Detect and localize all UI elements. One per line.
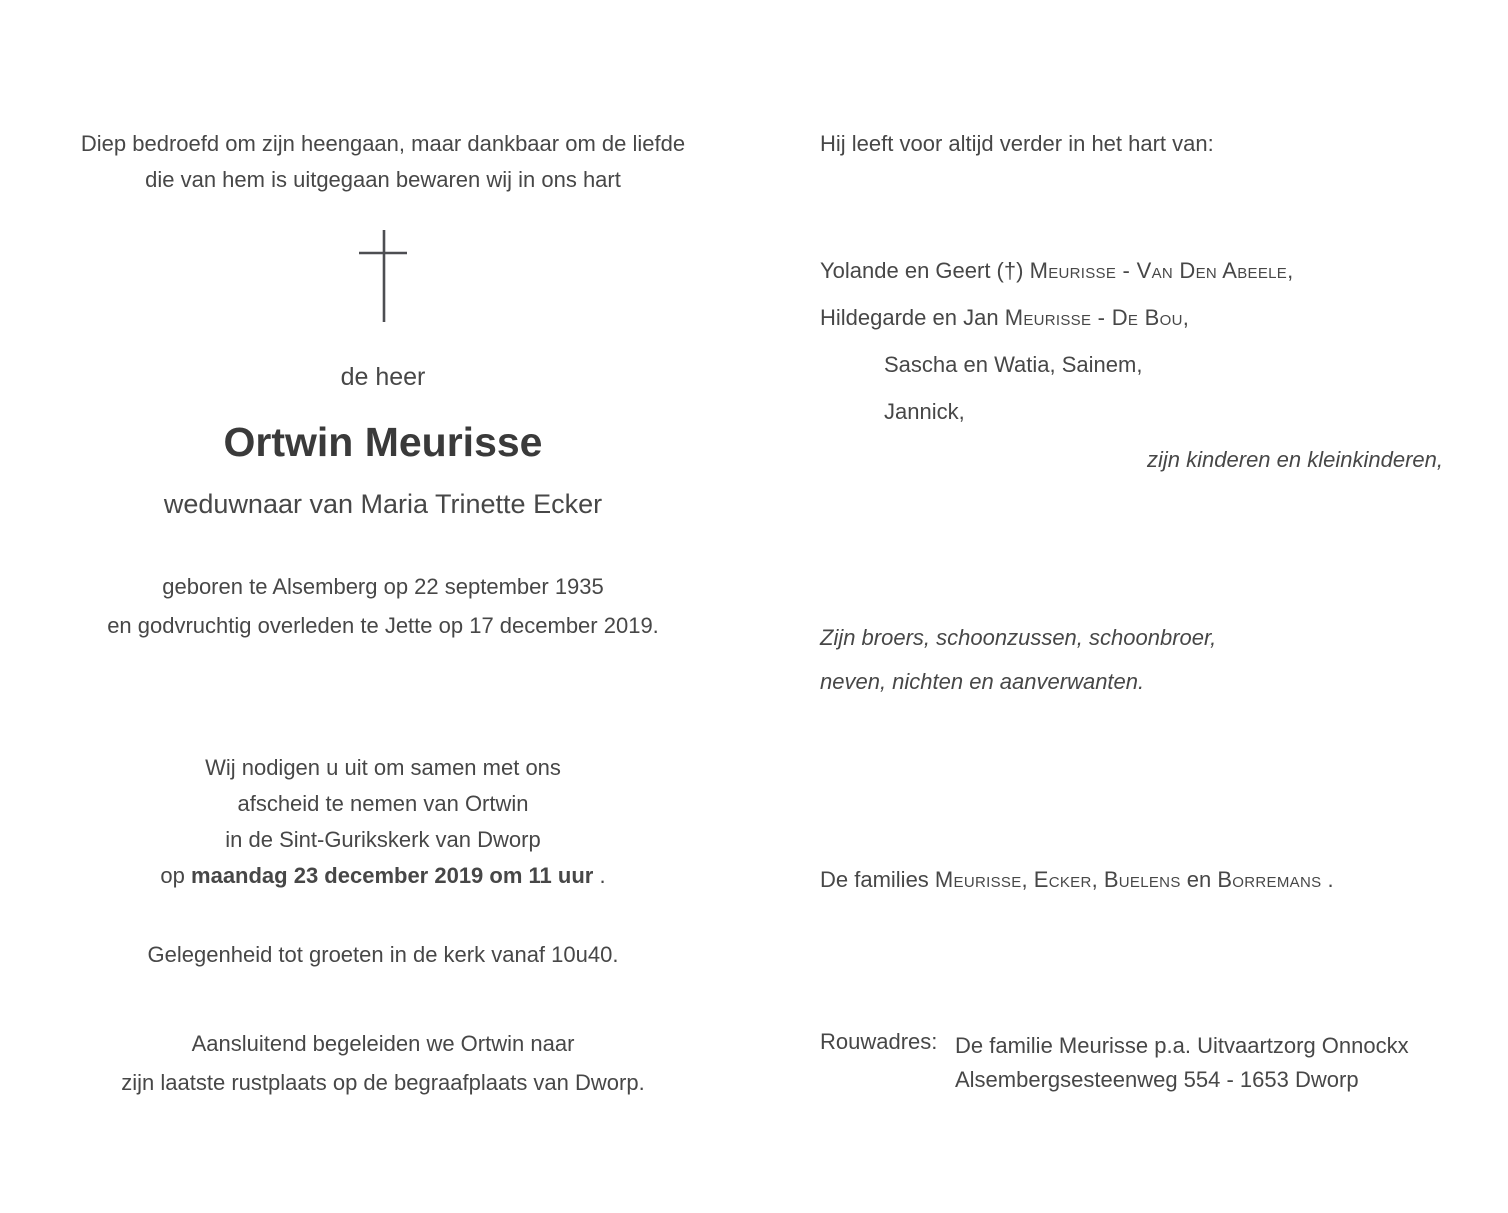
families-sep3: en: [1180, 867, 1218, 892]
death-line: en godvruchtig overleden te Jette op 17 december 2019.: [107, 613, 659, 638]
family-line-1-suffix: ,: [1287, 258, 1294, 283]
families-line: [820, 867, 1468, 893]
invitation-line4: [55, 858, 711, 894]
families-suffix: .: [1321, 867, 1334, 892]
relatives-line1: Zijn broers, schoonzussen, schoonbroer,: [820, 625, 1217, 650]
left-column: [55, 0, 711, 1213]
invitation-line2: afscheid te nemen van Ortwin: [237, 791, 529, 816]
invitation-line4-suffix: .: [593, 863, 606, 888]
family-line-2: [820, 305, 1468, 331]
latin-cross-icon: [357, 228, 409, 324]
family-line-1-prefix: Yolande en Geert (†): [820, 258, 1030, 283]
closing-block: [55, 1024, 711, 1102]
honorific: de heer: [340, 363, 426, 391]
mourning-address-block: [820, 1029, 1468, 1097]
opening-verse: [55, 126, 711, 198]
birth-death-block: [55, 567, 711, 645]
family-line-1: [820, 258, 1468, 284]
closing-line2: zijn laatste rustplaats op de begraafplaats van Dworp.: [121, 1070, 645, 1095]
family-name-ecker: Ecker: [1033, 867, 1092, 892]
families-sep2: ,: [1091, 867, 1104, 892]
mourning-address-label: Rouwadres:: [820, 1029, 938, 1054]
right-column: [820, 0, 1468, 1213]
widower-line: weduwnaar van Maria Trinette Ecker: [163, 489, 603, 519]
opening-verse-line2: die van hem is uitgegaan bewaren wij in ons hart: [145, 167, 621, 192]
family-name-buelens: Buelens: [1103, 867, 1181, 892]
families-sep1: ,: [1021, 867, 1034, 892]
family-line-4: Jannick,: [884, 399, 965, 424]
remembrance-intro: Hij leeft voor altijd verder in het hart van:: [820, 131, 1214, 156]
children-caption: zijn kinderen en kleinkinderen,: [1147, 447, 1443, 472]
family-line-2-suffix: ,: [1182, 305, 1189, 330]
birth-line: geboren te Alsemberg op 22 september 1935: [162, 574, 604, 599]
closing-line1: Aansluitend begeleiden we Ortwin naar: [191, 1031, 575, 1056]
mourning-address-line1: De familie Meurisse p.a. Uitvaartzorg Onnockx: [955, 1033, 1409, 1058]
family-line-1-surname: Meurisse - Van Den Abeele: [1029, 258, 1288, 283]
opening-verse-line1: Diep bedroefd om zijn heengaan, maar dankbaar om de liefde: [80, 131, 686, 156]
invitation-line3: in de Sint-Gurikskerk van Dworp: [225, 827, 541, 852]
family-line-2-prefix: Hildegarde en Jan: [820, 305, 1005, 330]
family-line-3: Sascha en Watia, Sainem,: [884, 352, 1143, 377]
cross-container: [55, 228, 711, 324]
families-prefix: De families: [820, 867, 935, 892]
ceremony-date: maandag 23 december 2019 om 11 uur: [191, 863, 594, 888]
mourning-address-content: [955, 1029, 1409, 1097]
family-line-2-surname: Meurisse - De Bou: [1004, 305, 1183, 330]
greeting-line: Gelegenheid tot groeten in de kerk vanaf 10u40.: [147, 942, 619, 967]
family-name-borremans: Borremans: [1217, 867, 1322, 892]
mourning-address-line2: Alsembergsesteenweg 554 - 1653 Dworp: [955, 1067, 1359, 1092]
relatives-line2: neven, nichten en aanverwanten.: [820, 669, 1145, 694]
invitation-line1: Wij nodigen u uit om samen met ons: [205, 755, 561, 780]
family-name-meurisse: Meurisse: [934, 867, 1022, 892]
deceased-name: Ortwin Meurisse: [223, 419, 543, 465]
invitation-block: [55, 750, 711, 894]
invitation-line4-prefix: op: [160, 863, 192, 888]
relatives-block: [820, 616, 1468, 704]
